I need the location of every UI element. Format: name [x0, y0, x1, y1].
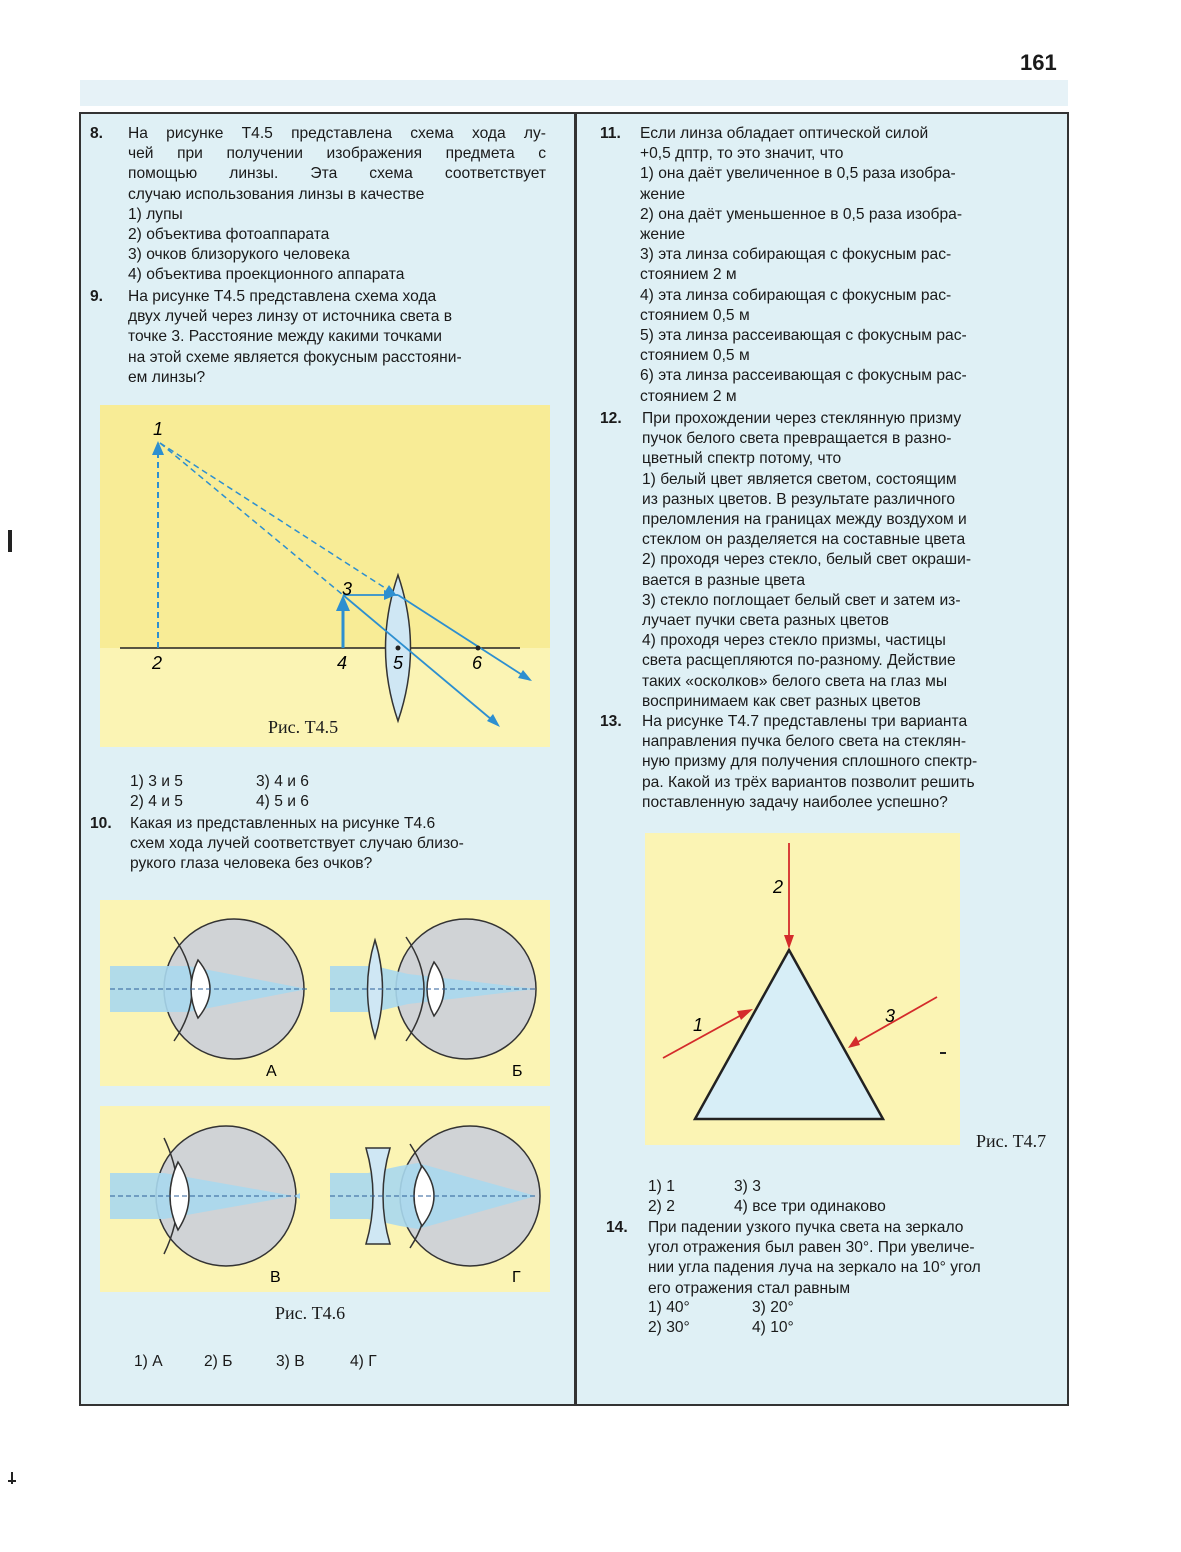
eye-label-v: В [270, 1269, 281, 1286]
label-3: 3 [342, 579, 353, 599]
option: 3) очков близорукого человека [128, 246, 350, 264]
text-line: угол отражения был равен 30°. При увеличе- [648, 1239, 975, 1257]
point-5 [396, 646, 401, 651]
text-line: При падении узкого пучка света на зеркало [648, 1219, 964, 1236]
text-line: ем линзы? [128, 368, 206, 386]
answer-option: 3) 4 и 6 [256, 773, 309, 790]
label-2: 2 [152, 653, 163, 673]
question-9-text [128, 287, 546, 388]
text-line: ную призму для получения сплошного спектр- [642, 753, 978, 771]
answer-option: 2) 2 [648, 1198, 675, 1215]
option: из разных цветов. В результате различного [642, 490, 956, 508]
option: 6) эта линза рассеивающая с фокусным рас- [640, 367, 967, 385]
text-line: на этой схеме является фокусным расстояни- [128, 348, 462, 366]
text-line: чей при получении изображения предмета с [128, 145, 546, 163]
text-line: Если линза обладает оптической силой [640, 125, 929, 142]
answer-option: 1) А [134, 1353, 163, 1370]
text-line: помощью линзы. Эта схема соответствует [128, 165, 546, 183]
question-10-number: 10. [90, 815, 112, 832]
figure-t4-7-caption: Рис. Т4.7 [976, 1131, 1047, 1151]
text-line: пучок белого света превращается в разно- [642, 430, 952, 448]
figure-t4-5 [100, 405, 550, 747]
answer-option: 1) 3 и 5 [130, 773, 183, 790]
scan-mark [940, 1052, 946, 1054]
text-line: На рисунке Т4.5 представлена схема хода лу- [128, 125, 546, 142]
option: вается в разные цвета [642, 571, 806, 589]
answer-option: 3) 20° [752, 1299, 794, 1316]
option: преломления на границах между воздухом и [642, 511, 967, 529]
option: жение [640, 226, 686, 244]
answer-option: 4) все три одинаково [734, 1198, 886, 1215]
text-line: точке 3. Расстояние между какими точками [128, 328, 443, 346]
answer-option: 2) Б [204, 1353, 233, 1370]
text-line: ра. Какой из трёх вариантов позволит решить [642, 773, 975, 791]
text-line: цветный спектр потому, что [642, 450, 842, 468]
label-ray-2: 2 [773, 877, 784, 897]
header-band [80, 80, 1068, 106]
figure-t4-5-caption: Рис. Т4.5 [268, 717, 339, 737]
answer-option: 2) 30° [648, 1319, 690, 1336]
label-ray-3: 3 [885, 1006, 896, 1026]
answer-option: 3) В [276, 1353, 305, 1370]
option: стоянием 0,5 м [640, 306, 750, 324]
question-11-text [640, 124, 1054, 407]
text-line: На рисунке Т4.5 представлена схема хода [128, 288, 437, 305]
option: стеклом он разделяется на составные цвета [642, 531, 966, 549]
question-14-number: 14. [606, 1219, 628, 1236]
text-line: схем хода лучей соответствует случаю близо- [130, 835, 464, 853]
option: 2) она даёт уменьшенное в 0,5 раза изобра- [640, 205, 963, 223]
option: стоянием 2 м [640, 266, 737, 284]
option: 4) эта линза собирающая с фокусным рас- [640, 286, 952, 304]
option: 1) она даёт увеличенное в 0,5 раза изобра- [640, 165, 956, 183]
answer-option: 3) 3 [734, 1178, 761, 1195]
label-ray-1: 1 [693, 1015, 704, 1035]
option: 3) эта линза собирающая с фокусным рас- [640, 246, 952, 264]
text-line: двух лучей через линзу от источника света в [128, 308, 453, 326]
option: таких «осколков» белого света на глаз мы [642, 672, 948, 690]
eye-label-g: Г [512, 1269, 521, 1286]
text-line: Какая из представленных на рисунке Т4.6 [130, 815, 436, 832]
text-line: При прохождении через стеклянную призму [642, 410, 962, 427]
scan-mark [8, 530, 12, 552]
text-line: На рисунке Т4.7 представлены три варианта [642, 713, 968, 730]
question-10-text [130, 814, 548, 875]
question-9-number: 9. [90, 288, 104, 305]
answer-option: 1) 1 [648, 1178, 675, 1195]
text-line: случаю использования линзы в качестве [128, 185, 425, 203]
eye-label-a: А [266, 1063, 277, 1080]
option: стоянием 0,5 м [640, 347, 750, 365]
text-line: его отражения стал равным [648, 1279, 851, 1297]
answer-option: 4) Г [350, 1353, 377, 1370]
answer-option: 1) 40° [648, 1299, 690, 1316]
text-line: +0,5 дптр, то это значит, что [640, 145, 844, 163]
option: 1) белый цвет является светом, состоящим [642, 470, 957, 488]
page-number: 161 [1020, 50, 1057, 75]
figure-background-upper [100, 405, 550, 648]
answer-option: 4) 10° [752, 1319, 794, 1336]
column-divider [574, 112, 577, 1406]
eye-label-b: Б [512, 1063, 523, 1080]
question-11-number: 11. [600, 125, 621, 142]
question-12-number: 12. [600, 410, 622, 427]
question-8-text [128, 124, 546, 286]
option: лучает пучки света разных цветов [642, 612, 889, 630]
text-line: нии угла падения луча на зеркало на 10° угол [648, 1259, 981, 1277]
answer-option: 2) 4 и 5 [130, 793, 183, 810]
question-13-number: 13. [600, 713, 622, 730]
text-line: направления пучка белого света на стеклян- [642, 733, 967, 751]
option: 1) лупы [128, 205, 183, 223]
option: стоянием 2 м [640, 387, 737, 405]
answer-option: 4) 5 и 6 [256, 793, 309, 810]
figure-t4-6 [100, 900, 550, 1292]
option: света расщепляются по-разному. Действие [642, 652, 956, 670]
figure-t4-6-caption: Рис. Т4.6 [275, 1303, 346, 1323]
label-4: 4 [337, 653, 348, 673]
option: воспринимаем как свет разных цветов [642, 692, 921, 710]
text-line: поставленную задачу наиболее успешно? [642, 793, 948, 811]
option: жение [640, 185, 686, 203]
text-line: рукого глаза человека без очков? [130, 855, 373, 873]
label-1: 1 [153, 419, 164, 439]
figure-t4-7 [645, 833, 960, 1145]
question-14-text [648, 1218, 1062, 1299]
label-6: 6 [472, 653, 483, 673]
option: 3) стекло поглощает белый свет и затем из- [642, 591, 961, 609]
question-13-text [642, 712, 1056, 813]
label-5: 5 [393, 653, 404, 673]
option: 2) объектива фотоаппарата [128, 226, 330, 244]
point-6 [476, 646, 481, 651]
question-12-text [642, 409, 1056, 712]
question-8-number: 8. [90, 125, 104, 142]
scan-mark [11, 1472, 13, 1484]
option: 5) эта линза рассеивающая с фокусным рас- [640, 327, 967, 345]
option: 2) проходя через стекло, белый свет окраши- [642, 551, 972, 569]
option: 4) проходя через стекло призмы, частицы [642, 632, 946, 650]
option: 4) объектива проекционного аппарата [128, 266, 405, 284]
